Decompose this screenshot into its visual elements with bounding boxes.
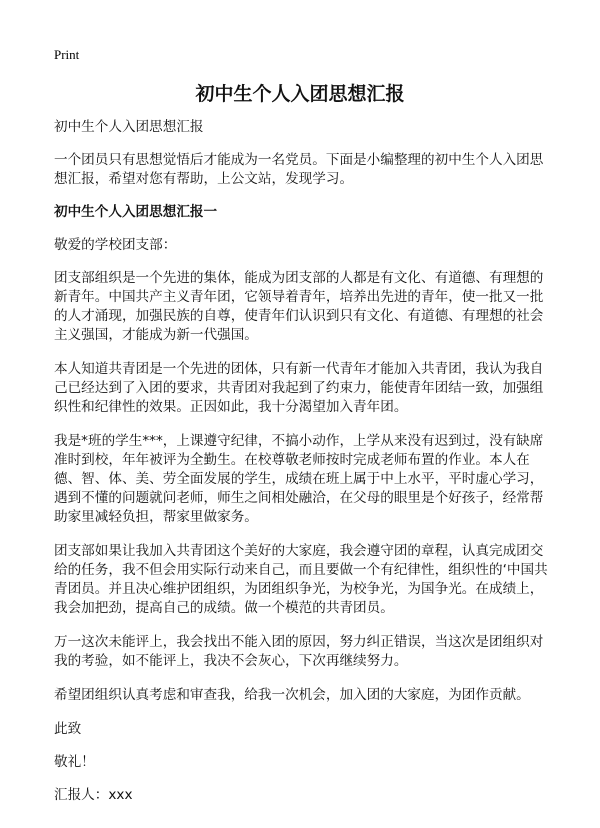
closing-regards: 敬礼！	[54, 754, 95, 770]
body-paragraph-1: 团支部组织是一个先进的集体，能成为团支部的人都是有文化、有道德、有理想的新青年。中国共产主义青年团，它领导着青年，培养出先进的青年，使一批又一批的人才涌现，加强民族的自尊，使青年们认识到只有文化、有道德、有理想的社会主义强国，才能成为新一代强国。	[54, 270, 544, 343]
article-body	[54, 118, 552, 805]
intro-paragraph: 一个团员只有思想觉悟后才能成为一名党员。下面是小编整理的初中生个人入团思想汇报，希望对您有帮助，上公文站，发现学习。	[54, 152, 544, 187]
greeting: 敬爱的学校团支部：	[54, 237, 177, 253]
signature: 汇报人：xxx	[54, 787, 133, 803]
body-paragraph-6: 希望团组织认真考虑和审查我，给我一次机会，加入团的大家庭，为团作贡献。	[54, 687, 530, 703]
body-paragraph-3: 我是*班的学生***，上课遵守纪律，不搞小动作，上学从来没有迟到过，没有缺席准时到校，年年被评为全勤生。在校尊敬老师按时完成老师布置的作业。本人在德、智、体、美、劳全面发展的学生，成绩在班上属于中上水平，平时虚心学习，遇到不懂的问题就问老师，师生之间相处融洽，在父母的眼里是个好孩子，经常帮助家里减轻负担，帮家里做家务。	[54, 433, 544, 525]
article-subtitle: 初中生个人入团思想汇报	[54, 119, 204, 135]
body-paragraph-5: 万一这次未能评上，我会找出不能入团的原因，努力纠正错误，当这次是团组织对我的考验，如不能评上，我决不会灰心，下次再继续努力。	[54, 634, 544, 669]
body-paragraph-2: 本人知道共青团是一个先进的团体，只有新一代青年才能加入共青团，我认为我自己已经达到了入团的要求，共青团对我起到了约束力，能使青年团结一致，加强组织性和纪律性的效果。正因如此，我十分渴望加入青年团。	[54, 361, 544, 415]
closing-salutation: 此致	[54, 721, 82, 737]
section-heading: 初中生个人入团思想汇报一	[54, 204, 218, 220]
page-title: 初中生个人入团思想汇报	[195, 83, 405, 105]
print-link[interactable]: Print	[54, 47, 80, 62]
body-paragraph-4: 团支部如果让我加入共青团这个美好的大家庭，我会遵守团的章程，认真完成团交给的任务，我不但会用实际行动来自己，而且要做一个有纪律性，组织性的‘中国共青团员。并且决心维护团组织，为团组织争光，为校争光，为国争光。在成绩上，我会加把劲，提高自己的成绩。做一个模范的共青团员。	[54, 543, 548, 616]
